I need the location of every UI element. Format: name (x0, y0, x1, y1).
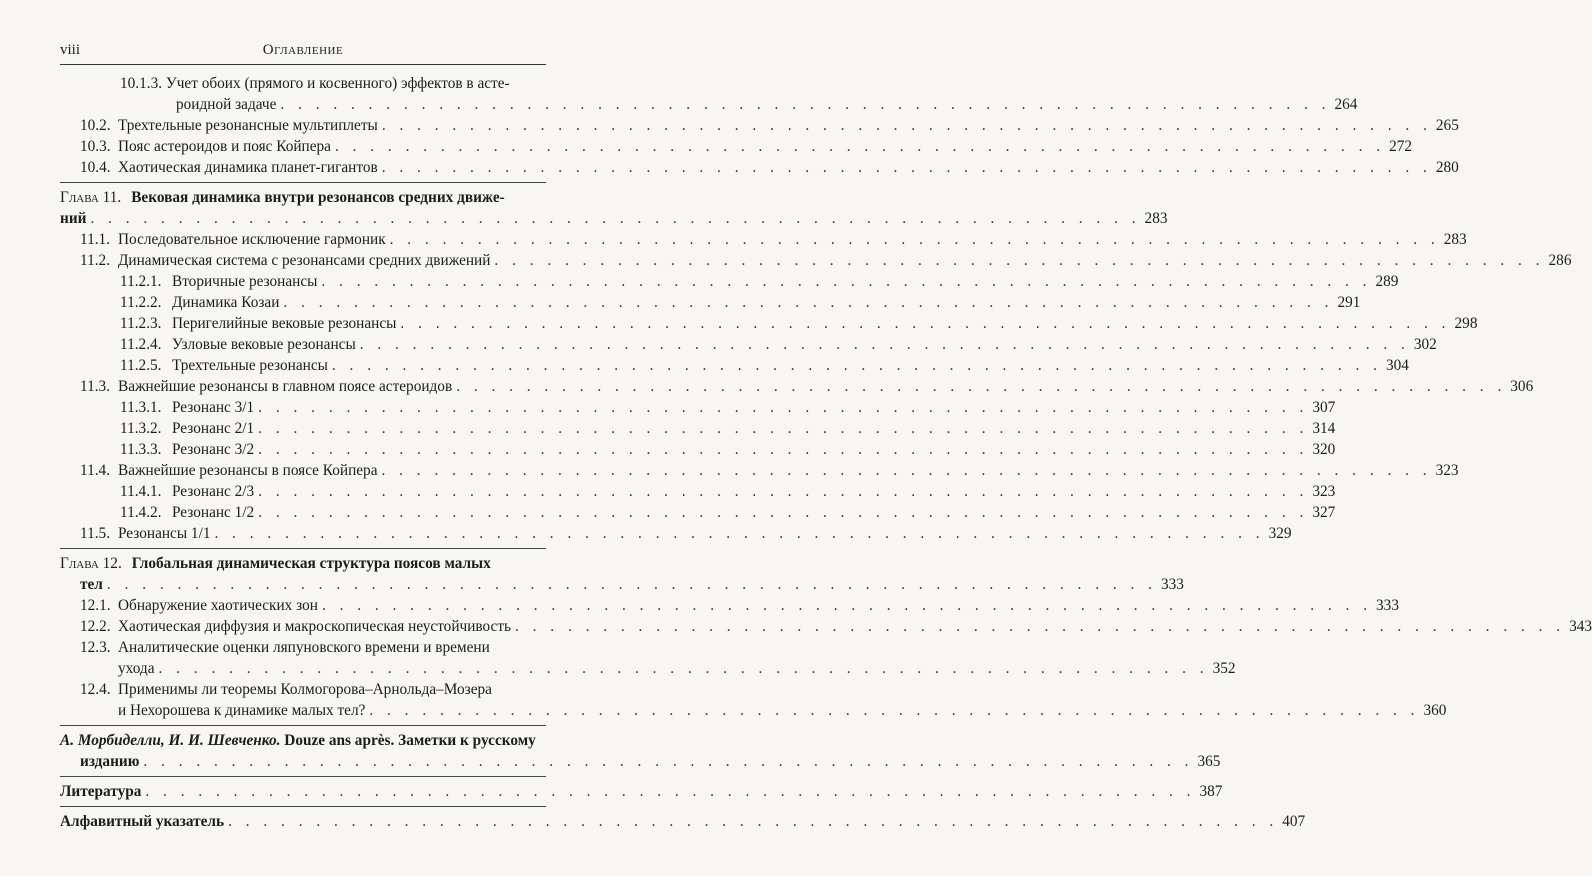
leader-dots: . . . . . . . . . . . . . . . . . . . . . . . . . . . . . . . . . . . . . . . . . . . . . . . . . . . . . . . . . . . . (381, 117, 1432, 134)
page-ref: 264 (1334, 96, 1358, 113)
page-ref: 333 (1376, 597, 1399, 614)
leader-dots: . . . . . . . . . . . . . . . . . . . . . . . . . . . . . . . . . . . . . . . . . . . . . . . . . . . . . . . . . . . . (228, 813, 1279, 830)
toc-entry-10-1-3-cont[interactable]: роидной задаче . . . . . . . . . . . . . . . . . . . . . . . . . . . . . . . . . . . . . . . . . . . . . . . . . . . . . . . . . . . . 264 (176, 96, 1358, 113)
divider (60, 548, 546, 549)
toc-entry-12-4-cont[interactable]: и Нехорошева к динамике малых тел? . . . . . . . . . . . . . . . . . . . . . . . . . . . . . . . . . . . . . . . . . . . . . . . . . . . . . . . . . . . . 360 (118, 702, 1447, 719)
page-ref: 265 (1435, 117, 1459, 134)
page-ref: 343 (1569, 618, 1592, 635)
leader-dots: . . . . . . . . . . . . . . . . . . . . . . . . . . . . . . . . . . . . . . . . . . . . . . . . . . . . . . . . . . . . (258, 420, 1309, 437)
toc-entry-12-3[interactable]: 12.3. Аналитические оценки ляпуновского времени и времени (80, 639, 490, 656)
toc-entry-11-3-1[interactable]: 11.3.1. Резонанс 3/1 . . . . . . . . . . . . . . . . . . . . . . . . . . . . . . . . . . . . . . . . . . . . . . . . . . . . . . . . . . . . 307 (120, 399, 1336, 416)
toc-entry-11-4-2[interactable]: 11.4.2. Резонанс 1/2 . . . . . . . . . . . . . . . . . . . . . . . . . . . . . . . . . . . . . . . . . . . . . . . . . . . . . . . . . . . . 327 (120, 504, 1336, 521)
leader-dots: . . . . . . . . . . . . . . . . . . . . . . . . . . . . . . . . . . . . . . . . . . . . . . . . . . . . . . . . . . . . (258, 504, 1309, 521)
leader-dots: . . . . . . . . . . . . . . . . . . . . . . . . . . . . . . . . . . . . . . . . . . . . . . . . . . . . . . . . . . . . (143, 753, 1194, 770)
running-title: Оглавление (262, 42, 344, 58)
toc-entry-11-3[interactable]: 11.3. Важнейшие резонансы в главном поясе астероидов . . . . . . . . . . . . . . . . . . . . . . . . . . . . . . . . . . . . . . . . . . . . . . . . . . . . . . . . . . . . 306 (80, 378, 1534, 395)
page-ref: 291 (1337, 294, 1361, 311)
divider (60, 776, 546, 777)
page-ref: 314 (1312, 420, 1336, 437)
leader-dots: . . . . . . . . . . . . . . . . . . . . . . . . . . . . . . . . . . . . . . . . . . . . . . . . . . . . . . . . . . . . (389, 231, 1440, 248)
leader-dots: . . . . . . . . . . . . . . . . . . . . . . . . . . . . . . . . . . . . . . . . . . . . . . . . . . . . . . . . . . . . (456, 378, 1507, 395)
leader-dots: . . . . . . . . . . . . . . . . . . . . . . . . . . . . . . . . . . . . . . . . . . . . . . . . . . . . . . . . . . . . (515, 618, 1566, 635)
toc-entry-10-2[interactable]: 10.2. Трехтельные резонансные мультиплеты . . . . . . . . . . . . . . . . . . . . . . . . . . . . . . . . . . . . . . . . . . . . . . . . . . . . . . . . . . . . 265 (80, 117, 1459, 134)
toc-entry-11-5[interactable]: 11.5. Резонансы 1/1 . . . . . . . . . . . . . . . . . . . . . . . . . . . . . . . . . . . . . . . . . . . . . . . . . . . . . . . . . . . . 329 (80, 525, 1292, 542)
page-ref: 280 (1435, 159, 1459, 176)
leader-dots: . . . . . . . . . . . . . . . . . . . . . . . . . . . . . . . . . . . . . . . . . . . . . . . . . . . . . . . . . . . . (158, 660, 1209, 677)
toc-entry-11-1[interactable]: 11.1. Последовательное исключение гармоник . . . . . . . . . . . . . . . . . . . . . . . . . . . . . . . . . . . . . . . . . . . . . . . . . . . . . . . . . . . . 283 (80, 231, 1467, 248)
page-ref: 320 (1312, 441, 1336, 458)
leader-dots: . . . . . . . . . . . . . . . . . . . . . . . . . . . . . . . . . . . . . . . . . . . . . . . . . . . . . . . . . . . . (331, 357, 1382, 374)
literature-entry[interactable]: Литература . . . . . . . . . . . . . . . . . . . . . . . . . . . . . . . . . . . . . . . . . . . . . . . . . . . . . . . . . . . . 387 (60, 783, 1223, 800)
page-ref: 323 (1312, 483, 1336, 500)
afterword-heading-cont[interactable]: изданию . . . . . . . . . . . . . . . . . . . . . . . . . . . . . . . . . . . . . . . . . . . . . . . . . . . . . . . . . . . . 365 (80, 753, 1221, 770)
page-ref: 302 (1413, 336, 1437, 353)
leader-dots: . . . . . . . . . . . . . . . . . . . . . . . . . . . . . . . . . . . . . . . . . . . . . . . . . . . . . . . . . . . . (381, 159, 1432, 176)
leader-dots: . . . . . . . . . . . . . . . . . . . . . . . . . . . . . . . . . . . . . . . . . . . . . . . . . . . . . . . . . . . . (321, 597, 1373, 614)
chapter-11-heading-cont[interactable]: ний . . . . . . . . . . . . . . . . . . . . . . . . . . . . . . . . . . . . . . . . . . . . . . . . . . . . . . . . . . . . 283 (60, 210, 1168, 227)
toc-entry-11-3-2[interactable]: 11.3.2. Резонанс 2/1 . . . . . . . . . . . . . . . . . . . . . . . . . . . . . . . . . . . . . . . . . . . . . . . . . . . . . . . . . . . . 314 (120, 420, 1336, 437)
page-ref: 329 (1268, 525, 1292, 542)
page-header (60, 42, 546, 65)
page-ref: 298 (1454, 315, 1478, 332)
page-ref: 333 (1160, 576, 1184, 593)
page-ref: 387 (1199, 783, 1223, 800)
leader-dots: . . . . . . . . . . . . . . . . . . . . . . . . . . . . . . . . . . . . . . . . . . . . . . . . . . . . . . . . . . . . (106, 576, 1157, 593)
toc-entry-11-2-2[interactable]: 11.2.2. Динамика Козаи . . . . . . . . . . . . . . . . . . . . . . . . . . . . . . . . . . . . . . . . . . . . . . . . . . . . . . . . . . . . 291 (120, 294, 1361, 311)
leader-dots: . . . . . . . . . . . . . . . . . . . . . . . . . . . . . . . . . . . . . . . . . . . . . . . . . . . . . . . . . . . . (381, 462, 1432, 479)
page-ref: 365 (1197, 753, 1221, 770)
toc-entry-11-2-4[interactable]: 11.2.4. Узловые вековые резонансы . . . . . . . . . . . . . . . . . . . . . . . . . . . . . . . . . . . . . . . . . . . . . . . . . . . . . . . . . . . . 302 (120, 336, 1437, 353)
toc-entry-12-4[interactable]: 12.4. Применимы ли теоремы Колмогорова–Арнольда–Мозера (80, 681, 492, 698)
page-ref: 286 (1548, 252, 1572, 269)
chapter-12-heading-cont[interactable]: тел . . . . . . . . . . . . . . . . . . . . . . . . . . . . . . . . . . . . . . . . . . . . . . . . . . . . . . . . . . . . 333 (80, 576, 1184, 593)
leader-dots: . . . . . . . . . . . . . . . . . . . . . . . . . . . . . . . . . . . . . . . . . . . . . . . . . . . . . . . . . . . . (90, 210, 1141, 227)
chapter-12-heading[interactable]: Глава 12. Глобальная динамическая структура поясов малых (60, 555, 491, 572)
leader-dots: . . . . . . . . . . . . . . . . . . . . . . . . . . . . . . . . . . . . . . . . . . . . . . . . . . . . . . . . . . . . (280, 96, 1331, 113)
toc-entry-10-1-3[interactable]: 10.1.3. Учет обоих (прямого и косвенного) эффектов в асте- (120, 75, 510, 92)
page-ref: 360 (1423, 702, 1447, 719)
toc-entry-11-2-5[interactable]: 11.2.5. Трехтельные резонансы . . . . . . . . . . . . . . . . . . . . . . . . . . . . . . . . . . . . . . . . . . . . . . . . . . . . . . . . . . . . 304 (120, 357, 1409, 374)
leader-dots: . . . . . . . . . . . . . . . . . . . . . . . . . . . . . . . . . . . . . . . . . . . . . . . . . . . . . . . . . . . . (258, 399, 1309, 416)
leader-dots: . . . . . . . . . . . . . . . . . . . . . . . . . . . . . . . . . . . . . . . . . . . . . . . . . . . . . . . . . . . . (494, 252, 1545, 269)
toc-entry-12-2[interactable]: 12.2. Хаотическая диффузия и макроскопическая неустойчивость . . . . . . . . . . . . . . . . . . . . . . . . . . . . . . . . . . . . . . . . . . . . . . . . . . . . . . . . . . . . 343 (80, 618, 1592, 635)
divider (60, 182, 546, 183)
toc-entry-11-4[interactable]: 11.4. Важнейшие резонансы в поясе Койпера . . . . . . . . . . . . . . . . . . . . . . . . . . . . . . . . . . . . . . . . . . . . . . . . . . . . . . . . . . . . 323 (80, 462, 1459, 479)
leader-dots: . . . . . . . . . . . . . . . . . . . . . . . . . . . . . . . . . . . . . . . . . . . . . . . . . . . . . . . . . . . . (258, 483, 1309, 500)
chapter-11-heading[interactable]: Глава 11. Вековая динамика внутри резонансов средних движе- (60, 189, 505, 206)
leader-dots: . . . . . . . . . . . . . . . . . . . . . . . . . . . . . . . . . . . . . . . . . . . . . . . . . . . . . . . . . . . . (214, 525, 1265, 542)
page-ref: 306 (1510, 378, 1534, 395)
page-ref: 304 (1385, 357, 1409, 374)
toc-entry-10-3[interactable]: 10.3. Пояс астероидов и пояс Койпера . . . . . . . . . . . . . . . . . . . . . . . . . . . . . . . . . . . . . . . . . . . . . . . . . . . . . . . . . . . . 272 (80, 138, 1413, 155)
toc-entry-11-2-1[interactable]: 11.2.1. Вторичные резонансы . . . . . . . . . . . . . . . . . . . . . . . . . . . . . . . . . . . . . . . . . . . . . . . . . . . . . . . . . . . . 289 (120, 273, 1399, 290)
page-number: viii (60, 42, 81, 58)
leader-dots: . . . . . . . . . . . . . . . . . . . . . . . . . . . . . . . . . . . . . . . . . . . . . . . . . . . . . . . . . . . . (359, 336, 1410, 353)
page-ref: 272 (1389, 138, 1413, 155)
toc-entry-11-2-3[interactable]: 11.2.3. Перигелийные вековые резонансы . . . . . . . . . . . . . . . . . . . . . . . . . . . . . . . . . . . . . . . . . . . . . . . . . . . . . . . . . . . . 298 (120, 315, 1478, 332)
divider (60, 806, 546, 807)
index-entry[interactable]: Алфавитный указатель . . . . . . . . . . . . . . . . . . . . . . . . . . . . . . . . . . . . . . . . . . . . . . . . . . . . . . . . . . . . 407 (60, 813, 1306, 830)
leader-dots: . . . . . . . . . . . . . . . . . . . . . . . . . . . . . . . . . . . . . . . . . . . . . . . . . . . . . . . . . . . . (321, 273, 1372, 290)
leader-dots: . . . . . . . . . . . . . . . . . . . . . . . . . . . . . . . . . . . . . . . . . . . . . . . . . . . . . . . . . . . . (258, 441, 1309, 458)
leader-dots: . . . . . . . . . . . . . . . . . . . . . . . . . . . . . . . . . . . . . . . . . . . . . . . . . . . . . . . . . . . . (145, 783, 1196, 800)
page-ref: 327 (1312, 504, 1336, 521)
table-of-contents (60, 73, 1592, 832)
toc-entry-12-3-cont[interactable]: ухода . . . . . . . . . . . . . . . . . . . . . . . . . . . . . . . . . . . . . . . . . . . . . . . . . . . . . . . . . . . . 352 (118, 660, 1236, 677)
page-ref: 289 (1375, 273, 1399, 290)
page-ref: 283 (1443, 231, 1467, 248)
leader-dots: . . . . . . . . . . . . . . . . . . . . . . . . . . . . . . . . . . . . . . . . . . . . . . . . . . . . . . . . . . . . (283, 294, 1334, 311)
page-ref: 407 (1282, 813, 1306, 830)
afterword-heading[interactable]: А. Морбиделли, И. И. Шевченко. Douze ans après. Заметки к русскому (60, 732, 536, 749)
divider (60, 725, 546, 726)
leader-dots: . . . . . . . . . . . . . . . . . . . . . . . . . . . . . . . . . . . . . . . . . . . . . . . . . . . . . . . . . . . . (400, 315, 1451, 332)
toc-entry-11-3-3[interactable]: 11.3.3. Резонанс 3/2 . . . . . . . . . . . . . . . . . . . . . . . . . . . . . . . . . . . . . . . . . . . . . . . . . . . . . . . . . . . . 320 (120, 441, 1336, 458)
leader-dots: . . . . . . . . . . . . . . . . . . . . . . . . . . . . . . . . . . . . . . . . . . . . . . . . . . . . . . . . . . . . (334, 138, 1386, 155)
page-ref: 323 (1435, 462, 1459, 479)
page-ref: 352 (1212, 660, 1236, 677)
page-ref: 283 (1144, 210, 1168, 227)
toc-entry-12-1[interactable]: 12.1. Обнаружение хаотических зон . . . . . . . . . . . . . . . . . . . . . . . . . . . . . . . . . . . . . . . . . . . . . . . . . . . . . . . . . . . . 333 (80, 597, 1399, 614)
page-ref: 307 (1312, 399, 1336, 416)
toc-entry-10-4[interactable]: 10.4. Хаотическая динамика планет-гигантов . . . . . . . . . . . . . . . . . . . . . . . . . . . . . . . . . . . . . . . . . . . . . . . . . . . . . . . . . . . . 280 (80, 159, 1459, 176)
toc-entry-11-2[interactable]: 11.2. Динамическая система с резонансами средних движений . . . . . . . . . . . . . . . . . . . . . . . . . . . . . . . . . . . . . . . . . . . . . . . . . . . . . . . . . . . . 286 (80, 252, 1572, 269)
leader-dots: . . . . . . . . . . . . . . . . . . . . . . . . . . . . . . . . . . . . . . . . . . . . . . . . . . . . . . . . . . . . (369, 702, 1420, 719)
toc-entry-11-4-1[interactable]: 11.4.1. Резонанс 2/3 . . . . . . . . . . . . . . . . . . . . . . . . . . . . . . . . . . . . . . . . . . . . . . . . . . . . . . . . . . . . 323 (120, 483, 1336, 500)
